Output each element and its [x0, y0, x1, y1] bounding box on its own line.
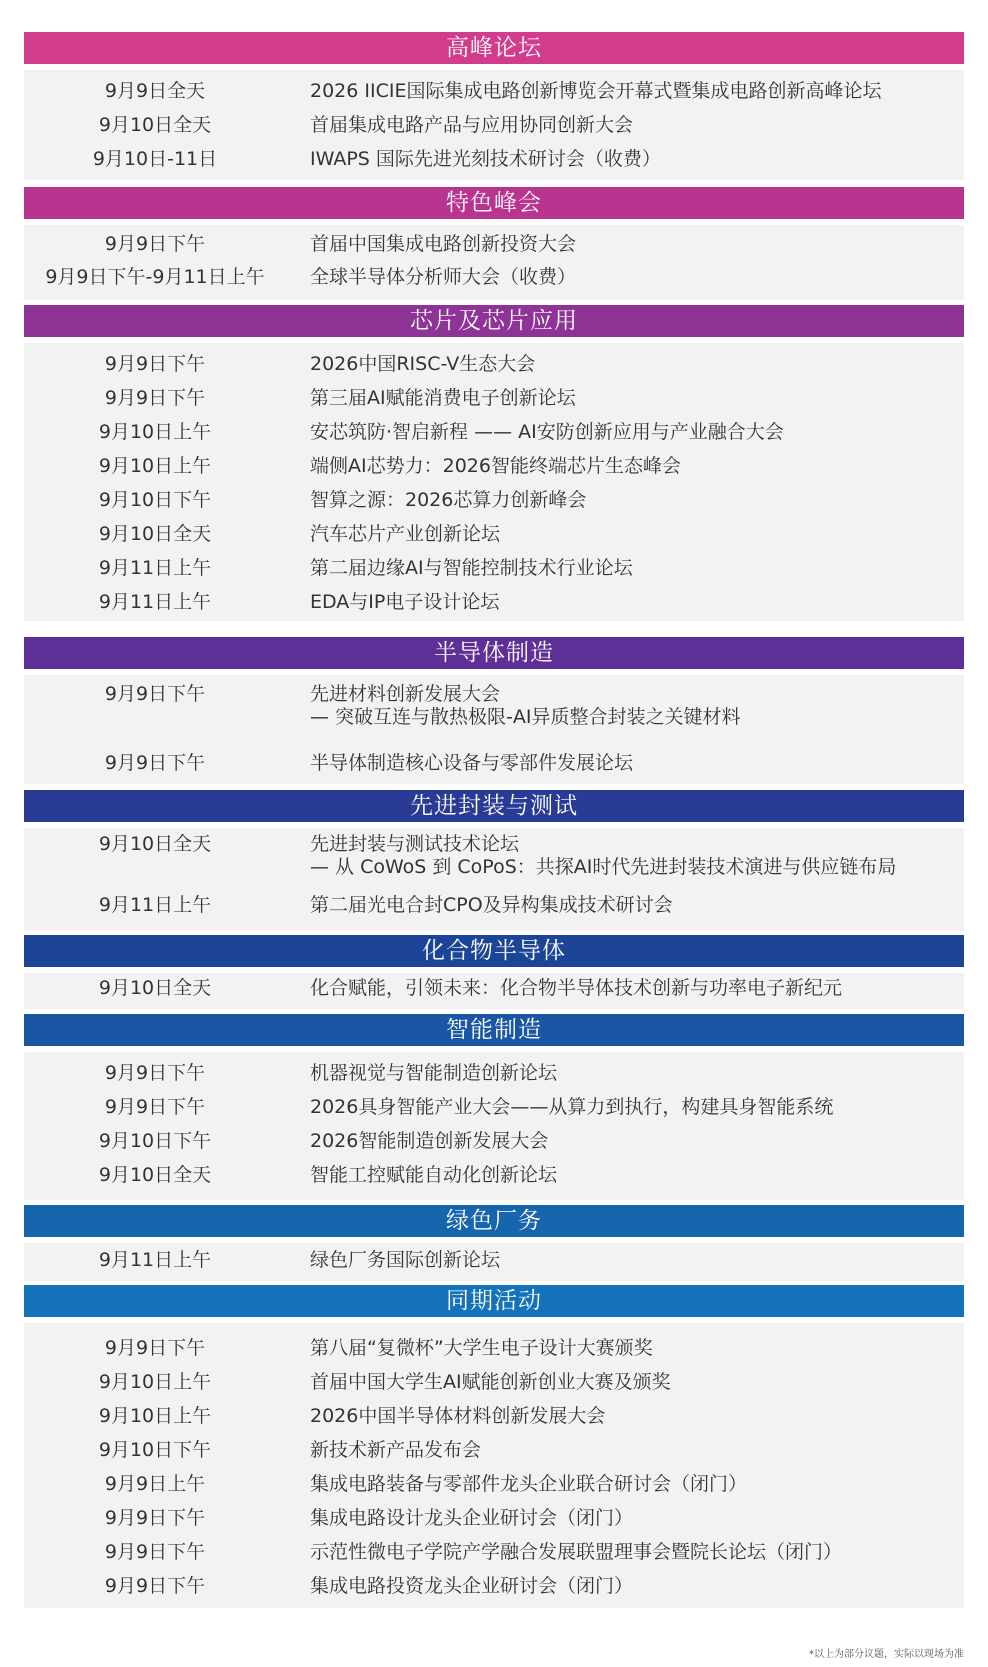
session-date: 9月11日上午 — [98, 1249, 212, 1271]
section-body — [24, 1052, 964, 1200]
session-title: 先进封装与测试技术论坛 — [310, 833, 520, 855]
session-date: 9月10日-11日 — [92, 148, 218, 170]
session-title: 全球半导体分析师大会（收费） — [310, 266, 577, 288]
section-header: 同期活动 — [24, 1285, 964, 1317]
session-title: 2026中国半导体材料创新发展大会 — [310, 1405, 606, 1427]
session-date: 9月10日下午 — [98, 1130, 212, 1152]
section-green-facility — [24, 1205, 964, 1281]
session-date: 9月11日上午 — [98, 557, 212, 579]
section-body — [24, 1243, 964, 1281]
session-date: 9月10日全天 — [98, 114, 212, 136]
session-date: 9月9日全天 — [104, 80, 206, 102]
session-subtitle: — 突破互连与散热极限-AI异质整合封装之关键材料 — [310, 706, 741, 728]
session-title: 第三届AI赋能消费电子创新论坛 — [310, 387, 576, 409]
session-title: 2026中国RISC-V生态大会 — [310, 353, 536, 375]
section-body — [24, 343, 964, 621]
session-title: 2026智能制造创新发展大会 — [310, 1130, 549, 1152]
session-title: EDA与IP电子设计论坛 — [310, 591, 500, 613]
session-date: 9月9日下午 — [104, 752, 206, 774]
session-title: 示范性微电子学院产学融合发展联盟理事会暨院长论坛（闭门） — [310, 1541, 843, 1563]
session-title: 端侧AI芯势力：2026智能终端芯片生态峰会 — [310, 455, 681, 477]
session-date: 9月9日上午 — [104, 1473, 206, 1495]
session-date: 9月10日全天 — [98, 833, 212, 855]
section-body — [24, 828, 964, 931]
session-title: 智能工控赋能自动化创新论坛 — [310, 1164, 558, 1186]
session-title: 首届中国集成电路创新投资大会 — [310, 233, 577, 255]
session-title: 集成电路投资龙头企业研讨会（闭门） — [310, 1575, 634, 1597]
session-date: 9月10日上午 — [98, 1371, 212, 1393]
session-title: 汽车芯片产业创新论坛 — [310, 523, 501, 545]
session-date: 9月10日下午 — [98, 489, 212, 511]
session-title: 第二届边缘AI与智能控制技术行业论坛 — [310, 557, 633, 579]
section-header: 智能制造 — [24, 1014, 964, 1046]
section-header: 芯片及芯片应用 — [24, 305, 964, 337]
session-title: 2026具身智能产业大会——从算力到执行，构建具身智能系统 — [310, 1096, 834, 1118]
session-date: 9月9日下午 — [104, 1575, 206, 1597]
session-date: 9月10日全天 — [98, 1164, 212, 1186]
session-title: 第八届“复微杯”大学生电子设计大赛颁奖 — [310, 1337, 653, 1359]
section-semiconductor-manufacturing — [24, 637, 964, 784]
session-date: 9月9日下午 — [104, 1507, 206, 1529]
section-smart-manufacturing — [24, 1014, 964, 1200]
footnote: *以上为部分议题，实际以现场为准 — [809, 1649, 964, 1660]
session-title-block — [310, 833, 896, 879]
section-header: 绿色厂务 — [24, 1205, 964, 1237]
session-date: 9月9日下午 — [104, 353, 206, 375]
session-date: 9月9日下午-9月11日上午 — [45, 266, 265, 288]
session-title: 2026 IICIE国际集成电路创新博览会开幕式暨集成电路创新高峰论坛 — [310, 80, 882, 102]
session-date: 9月10日全天 — [98, 977, 212, 999]
section-body — [24, 973, 964, 1009]
section-header: 半导体制造 — [24, 637, 964, 669]
session-date: 9月9日下午 — [104, 1096, 206, 1118]
section-header: 化合物半导体 — [24, 935, 964, 967]
session-title: 安芯筑防·智启新程 —— AI安防创新应用与产业融合大会 — [310, 421, 784, 443]
section-compound-semiconductor — [24, 935, 964, 1009]
session-date: 9月9日下午 — [104, 683, 206, 705]
session-date: 9月9日下午 — [104, 1337, 206, 1359]
session-title: 先进材料创新发展大会 — [310, 683, 501, 705]
session-title: 集成电路设计龙头企业研讨会（闭门） — [310, 1507, 634, 1529]
session-date: 9月9日下午 — [104, 1062, 206, 1084]
session-title: 半导体制造核心设备与零部件发展论坛 — [310, 752, 634, 774]
session-title: 化合赋能，引领未来：化合物半导体技术创新与功率电子新纪元 — [310, 977, 843, 999]
session-date: 9月11日上午 — [98, 591, 212, 613]
section-concurrent-events — [24, 1285, 964, 1608]
session-date: 9月9日下午 — [104, 233, 206, 255]
session-title: 首届中国大学生AI赋能创新创业大赛及颁奖 — [310, 1371, 671, 1393]
section-body — [24, 1323, 964, 1608]
session-title: 智算之源：2026芯算力创新峰会 — [310, 489, 587, 511]
session-subtitle: — 从 CoWoS 到 CoPoS：共探AI时代先进封装技术演进与供应链布局 — [310, 856, 897, 878]
session-date: 9月10日上午 — [98, 455, 212, 477]
session-title: 绿色厂务国际创新论坛 — [310, 1249, 501, 1271]
section-body — [24, 225, 964, 300]
section-chip-application — [24, 305, 964, 621]
session-date: 9月10日上午 — [98, 1405, 212, 1427]
session-title: 集成电路装备与零部件龙头企业联合研讨会（闭门） — [310, 1473, 748, 1495]
session-date: 9月10日上午 — [98, 421, 212, 443]
section-header: 高峰论坛 — [24, 32, 964, 64]
session-date: 9月9日下午 — [104, 387, 206, 409]
session-date: 9月9日下午 — [104, 1541, 206, 1563]
session-title: 首届集成电路产品与应用协同创新大会 — [310, 114, 634, 136]
session-title: 第二届光电合封CPO及异构集成技术研讨会 — [310, 894, 673, 916]
section-body — [24, 70, 964, 180]
section-advanced-packaging — [24, 790, 964, 931]
section-header: 特色峰会 — [24, 187, 964, 219]
session-title-block — [310, 683, 741, 729]
section-header: 先进封装与测试 — [24, 790, 964, 822]
section-summit-forum — [24, 32, 964, 180]
session-date: 9月11日上午 — [98, 894, 212, 916]
session-date: 9月10日下午 — [98, 1439, 212, 1461]
section-body — [24, 675, 964, 784]
session-date: 9月10日全天 — [98, 523, 212, 545]
session-title: 新技术新产品发布会 — [310, 1439, 482, 1461]
section-featured-summit — [24, 187, 964, 300]
session-title: 机器视觉与智能制造创新论坛 — [310, 1062, 558, 1084]
session-title: IWAPS 国际先进光刻技术研讨会（收费） — [310, 148, 661, 170]
